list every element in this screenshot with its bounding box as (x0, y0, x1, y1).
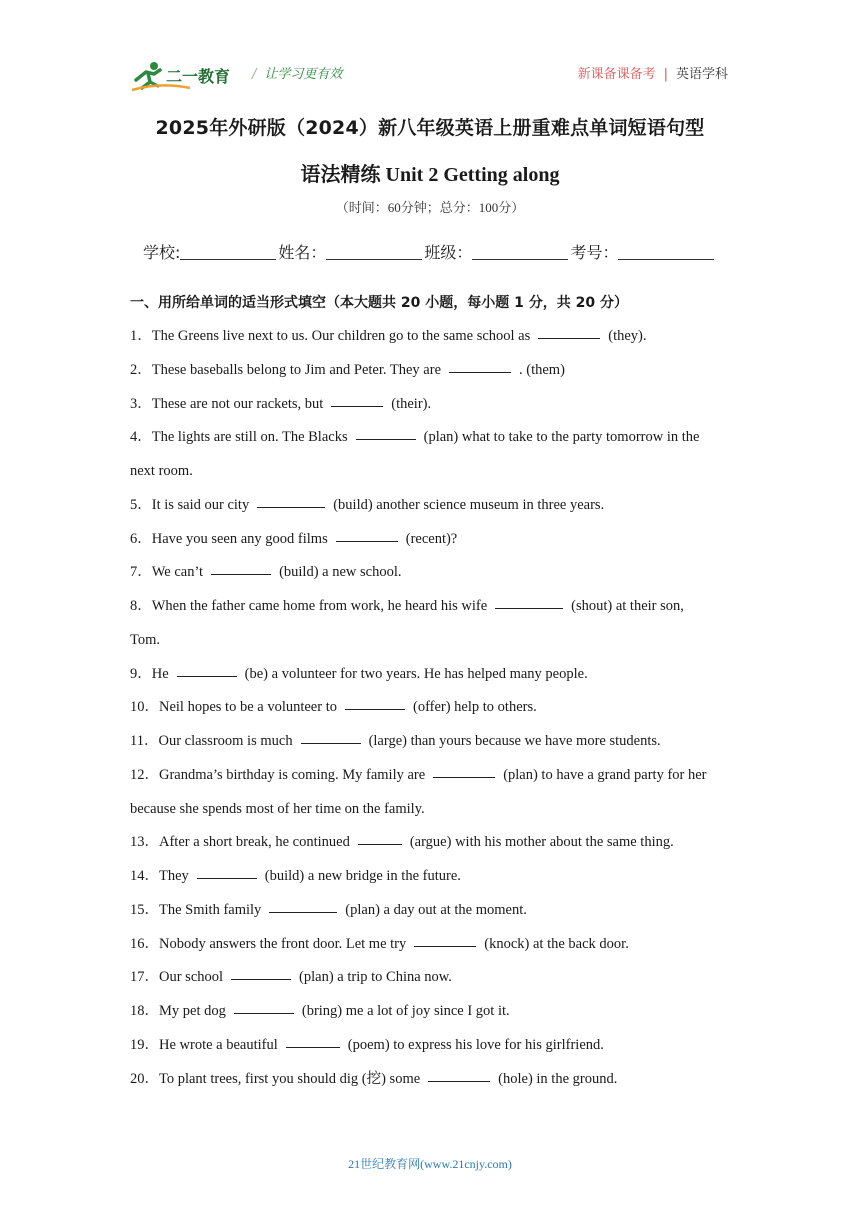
question-item (130, 825, 740, 859)
question-hint: (their). (391, 395, 432, 412)
school-label: 学校: (143, 243, 181, 262)
answer-blank[interactable] (286, 1034, 340, 1048)
question-item (130, 420, 740, 454)
question-hint: (build) another science museum in three years. (333, 496, 605, 513)
title-cn: 语法精练 (300, 162, 381, 186)
class-label: 班级： (424, 243, 473, 262)
question-text: Our classroom is much (158, 733, 293, 749)
answer-blank[interactable] (301, 730, 361, 744)
question-text: Neil hopes to be a volunteer to (159, 699, 337, 716)
question-text: These are not our rackets, but (151, 395, 324, 412)
question-hint: (hole) in the ground. (498, 1070, 618, 1087)
question-number: 9． (130, 665, 152, 682)
question-number: 10． (130, 699, 159, 716)
slogan-text: 让学习更有效 (264, 67, 343, 82)
question-text: Our school (159, 969, 224, 986)
question-continuation: next room. (130, 463, 193, 479)
header-separator: | (663, 67, 668, 82)
question-text: To plant trees, first you should dig (挖) some (159, 1070, 421, 1087)
question-text: We can’t (151, 564, 204, 581)
question-hint: (shout) at their son, (571, 598, 684, 614)
question-hint: (plan) to have a grand party for her (503, 766, 707, 783)
question-hint: (plan) a trip to China now. (299, 969, 452, 986)
question-number: 2． (130, 361, 152, 378)
svg-text:二一教育: 二一教育 (166, 67, 231, 86)
question-item (130, 893, 740, 927)
brand-logo (130, 58, 240, 92)
question-hint: (argue) with his mother about the same thing. (409, 834, 674, 851)
question-hint: . (them) (519, 361, 565, 378)
answer-blank[interactable] (538, 325, 600, 339)
answer-blank[interactable] (197, 865, 257, 879)
exam-number-field[interactable] (618, 244, 714, 260)
question-number: 6． (130, 530, 152, 547)
slogan: / 让学习更有效 (252, 67, 343, 82)
question-hint: (they). (608, 328, 647, 344)
question-text: After a short break, he continued (159, 834, 350, 851)
question-text: He wrote a beautiful (159, 1036, 278, 1053)
question-number: 11． (130, 733, 159, 749)
question-item (130, 387, 740, 421)
answer-blank[interactable] (336, 528, 398, 542)
answer-blank[interactable] (234, 1000, 294, 1014)
answer-blank[interactable] (345, 696, 405, 710)
answer-blank[interactable] (257, 494, 325, 508)
footer-source: 21世纪教育网(www.21cnjy.com) (348, 1157, 512, 1171)
question-text: Nobody answers the front door. Let me try (159, 935, 407, 952)
question-item (130, 758, 740, 792)
question-text: The Greens live next to us. Our children go to the same school as (151, 328, 531, 344)
question-hint: (recent)? (405, 530, 458, 547)
question-item (130, 488, 740, 522)
question-continuation: Tom. (130, 631, 160, 648)
subject-tag: 英语学科 (675, 67, 728, 82)
question-number: 18． (130, 1003, 159, 1019)
question-hint: (be) a volunteer for two years. He has helped many people. (244, 665, 588, 682)
question-number: 13． (130, 834, 159, 851)
question-item (130, 319, 740, 353)
question-number: 17． (130, 969, 159, 986)
header-tags (578, 63, 728, 82)
question-hint: (build) a new school. (279, 564, 402, 581)
answer-blank[interactable] (414, 933, 476, 947)
name-label: 姓名： (278, 243, 327, 262)
question-item (130, 522, 740, 556)
answer-blank[interactable] (211, 561, 271, 575)
question-number: 16． (130, 935, 159, 952)
name-field[interactable] (326, 244, 422, 260)
question-text: They (159, 868, 189, 884)
question-text: He (151, 665, 169, 682)
question-text: Grandma’s birthday is coming. My family are (159, 766, 426, 783)
page-title: 2025年外研版（2024）新八年级英语上册重难点单词短语句型 (155, 117, 705, 139)
question-hint: (plan) a day out at the moment. (345, 901, 527, 918)
question-item (130, 1062, 740, 1096)
question-text: My pet dog (159, 1003, 226, 1019)
section-heading: 一、用所给单词的适当形式填空（本大题共 20 小题，每小题 1 分，共 20 分） (130, 295, 628, 311)
exam-number-label: 考号： (570, 243, 619, 262)
question-hint: (bring) me a lot of joy since I got it. (301, 1003, 510, 1019)
question-item (130, 927, 740, 961)
question-hint: (build) a new bridge in the future. (264, 868, 461, 884)
course-tag: 新课备课备考 (577, 67, 656, 82)
answer-blank[interactable] (177, 663, 237, 677)
question-hint: (knock) at the back door. (484, 935, 629, 952)
question-continuation: because she spends most of her time on the family. (130, 800, 425, 817)
answer-blank[interactable] (331, 393, 383, 407)
answer-blank[interactable] (356, 426, 416, 440)
question-number: 15． (130, 901, 159, 918)
question-hint: (large) than yours because we have more students. (368, 733, 661, 749)
question-hint: (poem) to express his love for his girlfriend. (347, 1036, 604, 1053)
question-text: The lights are still on. The Blacks (151, 429, 348, 446)
answer-blank[interactable] (495, 595, 563, 609)
question-item (130, 994, 740, 1028)
answer-blank[interactable] (428, 1068, 490, 1082)
question-text: The Smith family (159, 901, 262, 918)
question-item (130, 724, 740, 758)
question-number: 4． (130, 429, 152, 446)
answer-blank[interactable] (269, 899, 337, 913)
title-en: Unit 2 Getting along (380, 164, 560, 186)
question-number: 14． (130, 868, 159, 884)
page-title-line-2 (0, 158, 860, 187)
question-number: 19． (130, 1036, 159, 1053)
question-number: 12． (130, 766, 159, 783)
question-item (130, 1028, 740, 1062)
question-item (130, 690, 740, 724)
question-item (130, 555, 740, 589)
question-item (130, 657, 740, 691)
school-field[interactable] (180, 244, 276, 260)
question-number: 3． (130, 395, 152, 412)
student-info-line (143, 240, 716, 263)
question-hint: (offer) help to others. (412, 699, 537, 716)
question-text: It is said our city (151, 496, 250, 513)
question-number: 1． (130, 328, 152, 344)
question-hint: (plan) what to take to the party tomorrow in the (423, 429, 700, 446)
question-number: 8． (130, 598, 152, 614)
question-number: 5． (130, 496, 152, 513)
class-field[interactable] (472, 244, 568, 260)
answer-blank[interactable] (449, 359, 511, 373)
question-number: 20． (130, 1070, 159, 1087)
page-header (130, 58, 730, 94)
question-number: 7． (130, 564, 152, 581)
answer-blank[interactable] (358, 831, 402, 845)
answer-blank[interactable] (231, 966, 291, 980)
question-item (130, 960, 740, 994)
question-text: Have you seen any good films (151, 530, 328, 547)
question-item (130, 589, 740, 623)
question-item (130, 353, 740, 387)
answer-blank[interactable] (433, 764, 495, 778)
question-text: These baseballs belong to Jim and Peter. They are (151, 361, 441, 378)
question-text: When the father came home from work, he heard his wife (151, 598, 488, 614)
question-item (130, 859, 740, 893)
exam-info: （时间：60分钟；总分：100分） (335, 200, 525, 215)
